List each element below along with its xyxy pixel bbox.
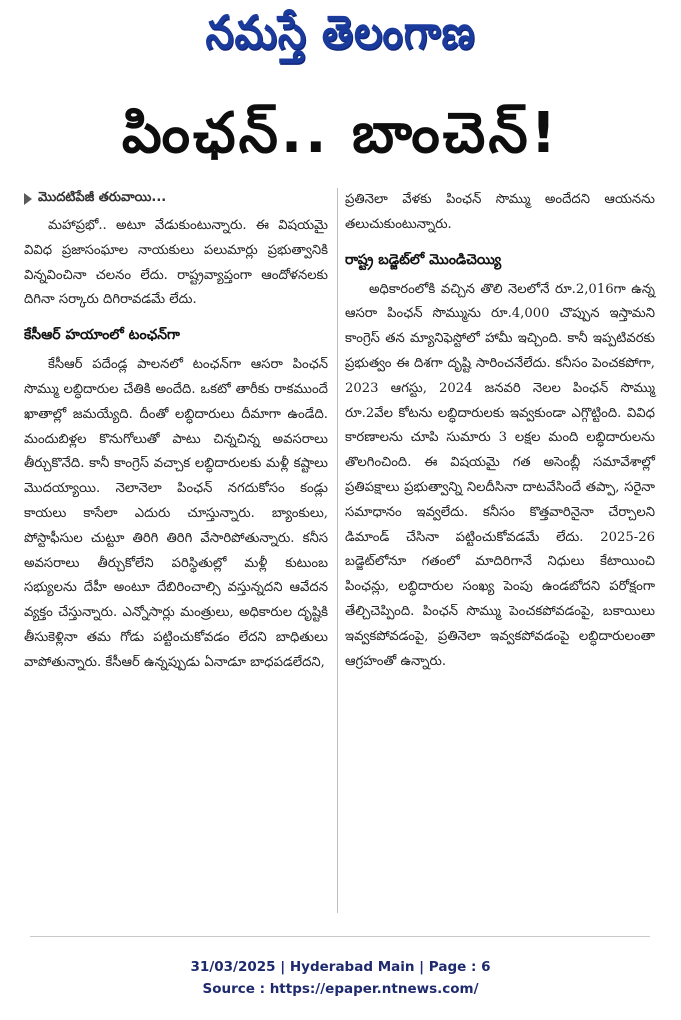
page-footer (0, 956, 681, 1000)
subheading-kcr: కేసీఆర్ హయాంలో టంఛన్‌గా (24, 327, 180, 344)
body-paragraph-right: అధికారంలోకి వచ్చిన తొలి నెలలోనే రూ.2,016గా ఉన్న ఆసరా పింఛన్ సొమ్మును రూ.4,000 చొప్పున ఇస్తామని కాంగ్రెస్ తన మ్యానిఫెస్టోలో హామీ ఇచ్చింది. కానీ ఇప్పటివరకు ప్రభుత్వం ఈ దిశగా దృష్టి సారించనేలేదు. కనీసం పెంచకపోగా, 2023 ఆగస్టు, 2024 జనవరి నెలల పింఛన్ సొమ్ము రూ.2వేల కోటను లబ్ధిదారులకు ఇవ్వకుండా ఎగ్గొట్టింది. వివిధ కారణాలను చూపి సుమారు 3 లక్షల మంది లబ్ధిదారులను తొలగించింది. ఈ విషయమై గత అసెంబ్లీ సమావేశాల్లో ప్రతిపక్షాలు ప్రభుత్వాన్ని నిలదీసినా దాటవేసిందే తప్పా, సరైనా సమాధానం ఇవ్వలేదు. కనీసం కొత్తవారినైనా చేర్చాలని డిమాండ్ చేసినా పట్టించుకోవడమే లేదు. 2025-26 బడ్జెట్‌లోనూ గతంలో మాదిరిగానే నిధులు కేటాయించి పింఛన్లు, లబ్ధిదారుల సంఖ్య పెంపు ఉండబోదని పరోక్షంగా తేల్చిచెప్పింది. పింఛన్ సొమ్ము పెంచకపోవడంపై, బకాయిలు ఇవ్వకపోవడంపై, ప్రతినెలా ఇవ్వకపోవడంపై లబ్ధిదారులంతా ఆగ్రహంతో ఉన్నారు. (345, 281, 655, 669)
chevron-right-icon (24, 193, 32, 205)
column-divider (337, 188, 338, 913)
body-paragraph-left: కేసీఆర్ పదేండ్ల పాలనలో టంఛన్‌గా ఆసరా పింఛన్ సొమ్ము లబ్ధిదారుల చేతికి అందేది. ఒకటో తారీకు రాకముందే ఖాతాల్లో జమయ్యేది. దీంతో లబ్ధిదారులు దీమాగా ఉండేది. మందుబిళ్లల కొనుగోలుతో పాటు చిన్నచిన్న అవసరాలు తీర్చుకొనేది. కానీ కాంగ్రెస్ వచ్చాక లబ్ధిదారులకు మళ్లీ కష్టాలు మొదయ్యాయి. నెలానెలా పింఛన్ నగదుకోసం కండ్లు కాయలు కాసేలా ఎదురు చూస్తున్నారు. బ్యాంకులు, పోస్టాఫీసుల చుట్టూ తిరిగి తిరిగి వేసారిపోతున్నారు. కనీస అవసరాలు తీర్చుకోలేని పరిస్థితుల్లో మళ్లీ కుటుంబ సభ్యులను దేహీ అంటూ దేబిరించాల్సి వస్తున్నదని ఆవేదన వ్యక్తం చేస్తున్నారు. ఎన్నోసార్లు మంత్రులు, అధికారుల దృష్టికి తీసుకెళ్లినా తమ గోడు పట్టించుకోవడం లేదని బాధితులు వాపోతున్నారు. కేసీఆర్ ఉన్నప్పుడు ఏనాడూ బాధపడలేదని, (24, 357, 328, 670)
carry-paragraph: ప్రతినెలా వేళకు పింఛన్ సొమ్ము అందేదని ఆయనను తలుచుకుంటున్నారు. (345, 192, 655, 232)
continued-label (24, 188, 328, 210)
intro-paragraph: మహాప్రభో.. అటూ వేడుకుంటున్నారు. ఈ విషయమై వివిధ ప్రజాసంఘాల నాయకులు పలుమార్లు ప్రభుత్వానికి విన్నవించినా చలనం లేదు. రాష్ట్రవ్యాప్తంగా ఆందోళనలకు దిగినా సర్కారు దిగిరావడమే లేదు. (24, 218, 328, 308)
subheading-budget: రాష్ట్ర బడ్జెట్‌లో మొండిచెయ్యి (345, 251, 502, 268)
continued-text: మొదటిపేజీ తరువాయి... (38, 190, 167, 205)
article-headline (0, 100, 681, 180)
masthead-title: నమస్తే తెలంగాణ (205, 6, 476, 60)
right-column (345, 188, 655, 674)
headline-text: పింఛన్.. బాంచెన్! (121, 100, 560, 166)
left-column (24, 188, 328, 676)
footer-date-edition: 31/03/2025 | Hyderabad Main | Page : 6 (190, 959, 491, 975)
masthead (0, 8, 681, 70)
footer-divider (30, 936, 650, 937)
footer-source: Source : https://epaper.ntnews.com/ (202, 981, 479, 997)
